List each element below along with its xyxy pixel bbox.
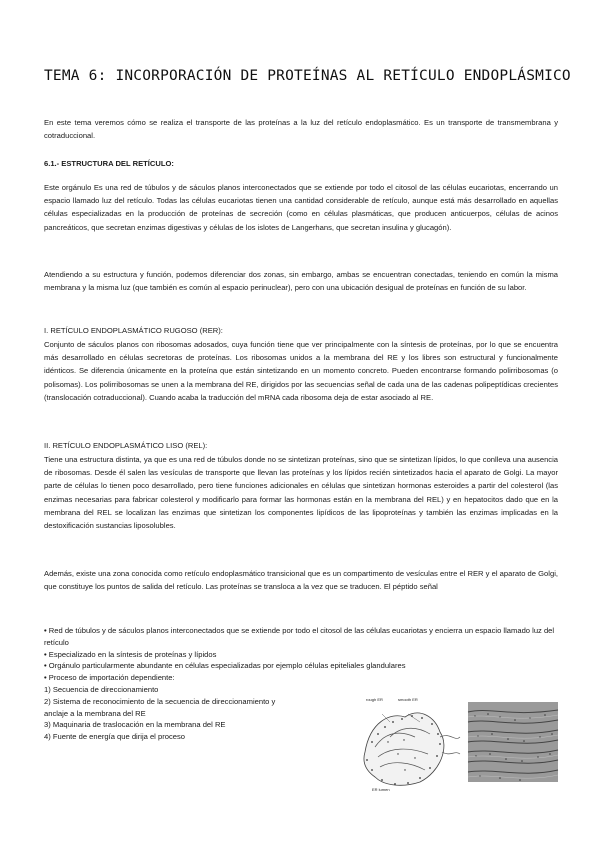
transitional-paragraph: Además, existe una zona conocida como retículo endoplasmático transicional que es un compartimento de vesículas entre el RER y el aparato de Golgi, que constituye los puntos de salida del retículo. Las proteínas se transloca a la vez que se traducen. El péptido señal <box>44 569 558 592</box>
list-subitem-continuation: anclaje a la membrana del RE <box>44 708 146 718</box>
list-item: • Orgánulo particularmente abundante en células especializadas por ejemplo células epiteliales glandulares <box>44 661 406 671</box>
rer-paragraph: Conjunto de sáculos planos con ribosomas adosados, cuya función tiene que ver principalmente con la síntesis de proteínas, por lo que se encuentra más desarrollado en células secretoras de proteínas. Los ribosomas unidos a la membrana del RE y los libres son estructural y funcionalmente idénticos. Se diferencia únicamente en la proteína que están sintetizando en un momento concreto. Pueden encontrarse formando polirribosomas (o polisomas). Los polirribosomas se unen a la membrana del RE, dirigidos por las secuencias señal de cada una de las cadenas polipeptídicas crecientes (translocación cotraduccional). Cuando acaba la traducción del mRNA cada ribosoma deja de estar asociado al RE. <box>44 340 558 402</box>
rel-paragraph: Tiene una estructura distinta, ya que es una red de túbulos donde no se sintetizan proteínas, sino que se sintetizan lípidos, lo que conlleva una ausencia de ribosomas. Desde él salen las vesículas de transporte que llevan las proteínas y los lípidos recién sintetizados hacia el aparato de Golgi. La mayor parte de células lo tienen poco desarrollado, pero tiene funciones adicionales en células que sintetizan hormonas esteroides a partir del colesterol (las enzimas necesarias para fabricar colesterol y modificarlo para formar las hormonas están en la membrana del REL) y en hepatocitos dado que en la membrana del REL se localizan las enzimas que sintetizan los componentes lipídicos de las lipoproteínas y también las enzimas implicadas en la destoxificación sustancias liposolubles. <box>44 455 558 531</box>
list-item: • Especializado en la síntesis de proteínas y lípidos <box>44 649 217 659</box>
list-subitem: 4) Fuente de energía que dirija el proceso <box>44 732 185 742</box>
list-subitem: 2) Sistema de reconocimiento de la secuencia de direccionamiento y <box>44 696 276 706</box>
section-heading-structure: 6.1.- ESTRUCTURA DEL RETÍCULO: <box>44 159 174 168</box>
er-drawing-illustration <box>364 713 460 785</box>
er-electron-micrograph <box>468 702 558 782</box>
rel-heading: II. RETÍCULO ENDOPLASMÁTICO LISO (REL): <box>44 441 208 450</box>
figure-label-rough: rough ER <box>366 697 383 702</box>
er-micrograph-figure <box>360 692 560 792</box>
structure-paragraph-2: Atendiendo a su estructura y función, podemos diferenciar dos zonas, sin embargo, ambas se encuentran conectadas, teniendo en común la misma membrana y la misma luz (que también es común al espacio perinuclear), pero con una ubicación desigual de proteínas en función de su labor. <box>44 270 558 293</box>
page-title: TEMA 6: INCORPORACIÓN DE PROTEÍNAS AL RETÍCULO ENDOPLÁSMICO <box>44 68 571 84</box>
list-item: • Red de túbulos y de sáculos planos interconectados que se extiende por todo el citosol de las células eucariotas y encierra un espacio llamado luz del retículo <box>44 626 555 647</box>
list-subitem: 3) Maquinaria de traslocación en la membrana del RE <box>44 720 226 730</box>
figure-label-smooth: smooth ER <box>398 697 418 702</box>
list-subitem: 1) Secuencia de direccionamiento <box>44 684 159 694</box>
structure-paragraph-1: Este orgánulo Es una red de túbulos y de sáculos planos interconectados que se extiende por todo el citosol de las células eucariotas, encerrando un espacio llamado luz del retículo. Todas las células eucariotas tienen una cantidad considerable de retículo, aunque está más desarrollado en aquellas células especializadas en la producción de proteínas de secreción (como en células plasmáticas, que producen anticuerpos, células de acinos pancreáticos, que secretan enzimas digestivas y células de los islotes de Langerhans, que secretan insulina y glucagón). <box>44 183 558 232</box>
rer-heading: I. RETÍCULO ENDOPLASMÁTICO RUGOSO (RER): <box>44 326 223 335</box>
list-item: • Proceso de importación dependiente: <box>44 673 175 683</box>
intro-paragraph: En este tema veremos cómo se realiza el transporte de las proteínas a la luz del retículo endoplasmático. Es un transporte de transmembrana y cotraduccional. <box>44 118 558 141</box>
figure-label-lumen: ER lumen <box>372 787 390 792</box>
